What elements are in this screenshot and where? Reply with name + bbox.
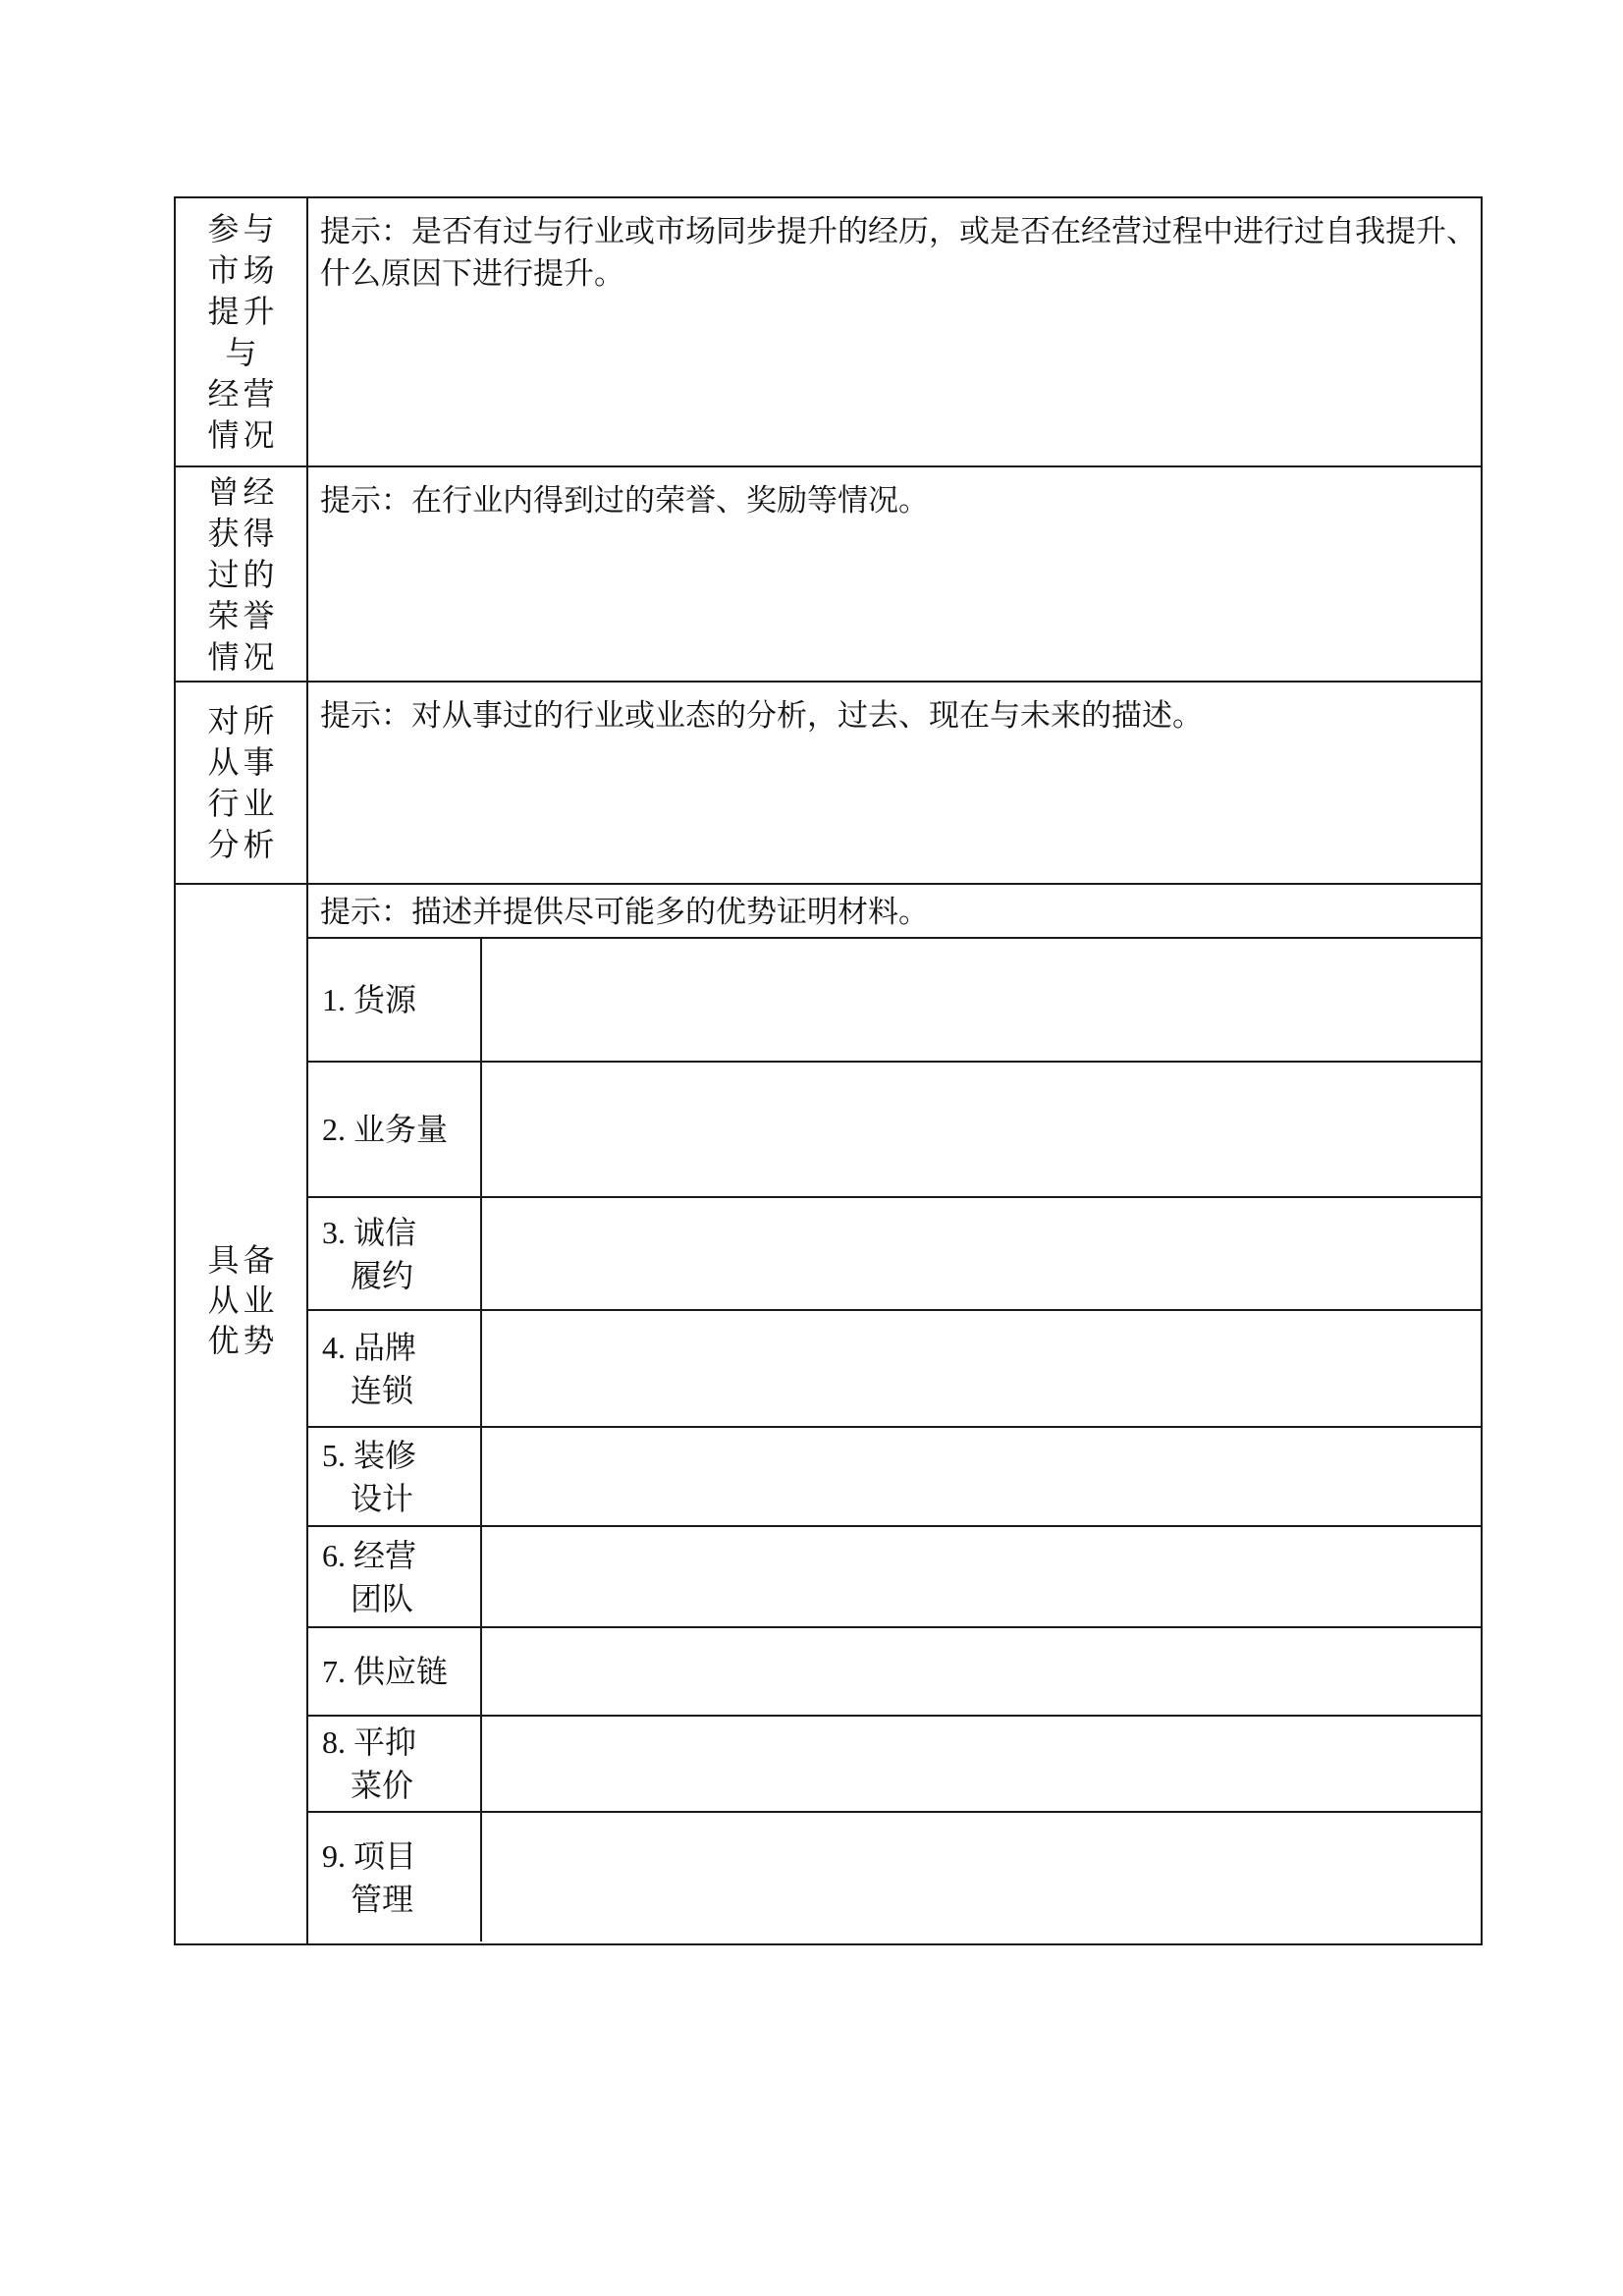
row-header-line: 分析 xyxy=(207,827,279,862)
advantages-content xyxy=(308,885,1481,1943)
advantage-input-cell[interactable] xyxy=(482,1813,1481,1941)
advantage-label xyxy=(308,1198,482,1309)
advantage-row-management-team xyxy=(308,1525,1481,1626)
business-profile-form-table xyxy=(174,196,1483,1945)
table-row-honors xyxy=(176,465,1481,681)
honors-input-cell[interactable] xyxy=(308,467,1481,681)
hint-line: 什么原因下进行提升。 xyxy=(320,256,624,291)
advantage-label xyxy=(308,1717,482,1811)
hint-text xyxy=(308,683,1481,737)
hint-text xyxy=(308,198,1481,295)
advantage-input-cell[interactable] xyxy=(482,1628,1481,1715)
advantage-label xyxy=(308,1428,482,1525)
advantage-label-line: 1. 货源 xyxy=(322,982,417,1017)
advantage-row-integrity xyxy=(308,1196,1481,1309)
advantage-label xyxy=(308,1628,482,1715)
row-header-advantages xyxy=(176,885,308,1943)
row-header-line: 提升 xyxy=(207,294,279,329)
advantage-row-supply-chain xyxy=(308,1626,1481,1715)
advantage-label-line: 8. 平抑 xyxy=(322,1724,417,1760)
advantage-label-line: 5. 装修 xyxy=(322,1437,417,1473)
advantage-label-line: 菜价 xyxy=(351,1768,414,1803)
advantage-label-line: 6. 经营 xyxy=(322,1537,417,1573)
advantage-row-project-management xyxy=(308,1811,1481,1941)
advantage-label-line: 9. 项目 xyxy=(322,1837,417,1874)
advantage-label-line: 连锁 xyxy=(351,1372,414,1408)
advantage-input-cell[interactable] xyxy=(482,1527,1481,1626)
hint-line: 提示：是否有过与行业或市场同步提升的经历，或是否在经营过程中进行过自我提升、 xyxy=(320,214,1477,248)
advantage-label-line: 2. 业务量 xyxy=(322,1112,449,1147)
participation-input-cell[interactable] xyxy=(308,198,1481,465)
row-header-line: 从事 xyxy=(207,744,279,780)
hint-text xyxy=(308,885,1481,939)
advantage-label xyxy=(308,1527,482,1626)
hint-text xyxy=(308,467,1481,521)
table-row-industry-analysis xyxy=(176,681,1481,883)
advantage-label xyxy=(308,1311,482,1426)
advantage-input-cell[interactable] xyxy=(482,1063,1481,1196)
advantage-label-line: 3. 诚信 xyxy=(322,1214,417,1250)
row-header-line: 获得 xyxy=(207,515,279,551)
hint-line: 提示：描述并提供尽可能多的优势证明材料。 xyxy=(320,895,929,929)
advantage-input-cell[interactable] xyxy=(482,1311,1481,1426)
advantage-label-line: 管理 xyxy=(351,1881,414,1917)
row-header-line: 曾经 xyxy=(207,473,279,510)
advantage-label-line: 团队 xyxy=(351,1580,414,1616)
industry-analysis-input-cell[interactable] xyxy=(308,683,1481,883)
row-header-line: 市场 xyxy=(207,252,279,288)
advantage-label xyxy=(308,939,482,1061)
row-header-line: 具备 xyxy=(207,1242,279,1278)
row-header-line: 与 xyxy=(225,335,261,370)
row-header-line: 从业 xyxy=(207,1283,279,1318)
row-header-line: 情况 xyxy=(207,638,279,675)
advantage-input-cell[interactable] xyxy=(482,1428,1481,1525)
row-header-participation xyxy=(176,198,308,465)
table-row-participation xyxy=(176,198,1481,465)
advantage-label-line: 7. 供应链 xyxy=(322,1654,449,1689)
advantage-label xyxy=(308,1063,482,1196)
row-header-line: 优势 xyxy=(207,1323,279,1358)
advantage-input-cell[interactable] xyxy=(482,1717,1481,1811)
hint-line: 提示：对从事过的行业或业态的分析，过去、现在与未来的描述。 xyxy=(320,698,1203,733)
advantage-label-line: 4. 品牌 xyxy=(322,1329,417,1365)
row-header-line: 对所 xyxy=(207,703,279,738)
advantage-input-cell[interactable] xyxy=(482,939,1481,1061)
advantage-row-business-volume xyxy=(308,1061,1481,1196)
advantage-input-cell[interactable] xyxy=(482,1198,1481,1309)
hint-line: 提示：在行业内得到过的荣誉、奖励等情况。 xyxy=(320,483,929,518)
row-header-line: 行业 xyxy=(207,786,279,821)
table-row-advantages xyxy=(176,883,1481,1943)
row-header-industry-analysis xyxy=(176,683,308,883)
advantage-label xyxy=(308,1813,482,1941)
advantage-row-supply-source xyxy=(308,939,1481,1061)
row-header-honors xyxy=(176,467,308,681)
row-header-line: 荣誉 xyxy=(207,597,279,633)
advantage-row-decoration-design xyxy=(308,1426,1481,1525)
row-header-line: 过的 xyxy=(207,556,279,592)
advantage-row-price-stabilization xyxy=(308,1715,1481,1811)
row-header-line: 参与 xyxy=(207,211,279,246)
row-header-line: 情况 xyxy=(207,417,279,453)
row-header-line: 经营 xyxy=(207,376,279,411)
advantage-row-brand-chain xyxy=(308,1309,1481,1426)
advantage-label-line: 履约 xyxy=(351,1257,414,1293)
advantage-label-line: 设计 xyxy=(351,1480,414,1516)
